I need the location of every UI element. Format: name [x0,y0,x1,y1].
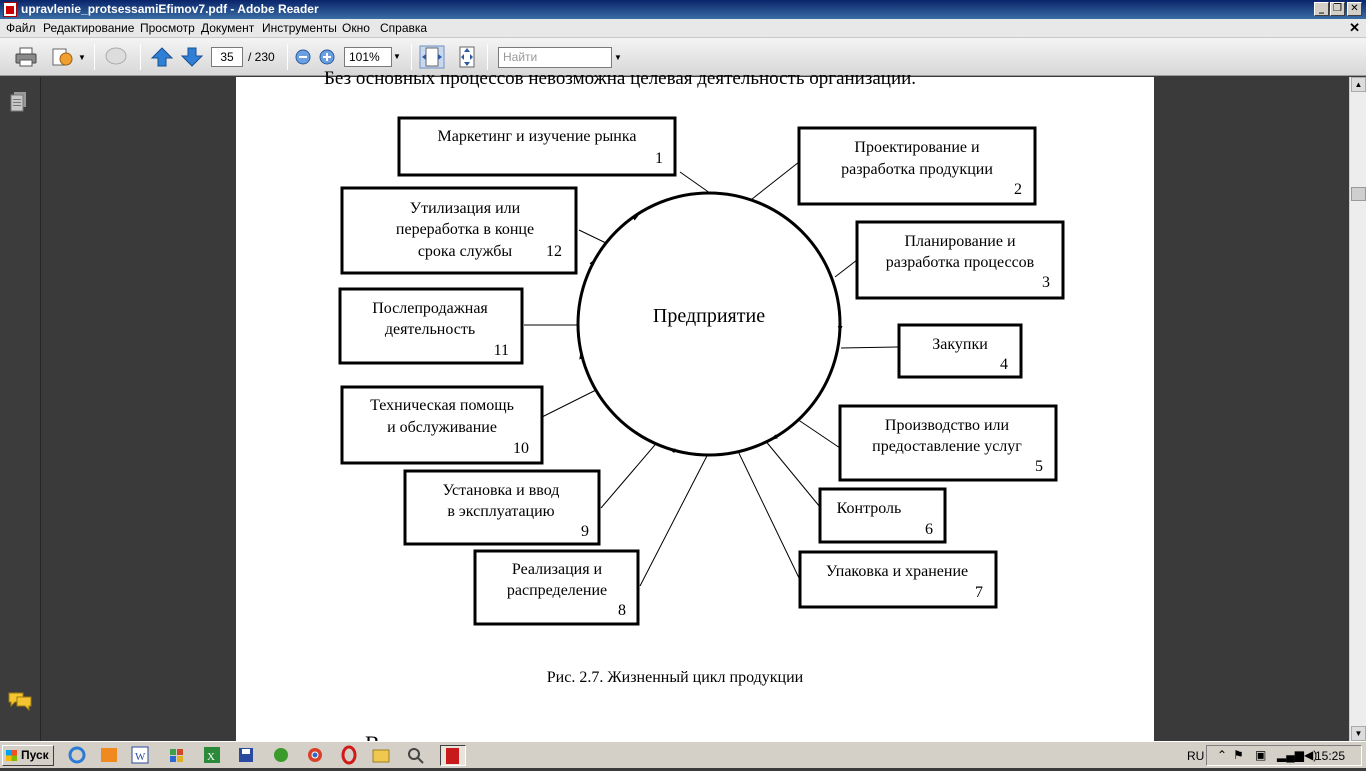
start-button[interactable]: Пуск [2,745,54,766]
utorrent-icon[interactable] [270,745,296,766]
process-box-number: 12 [546,243,562,260]
process-box-number: 11 [493,342,509,359]
word-icon[interactable] [129,745,155,766]
process-box-number: 6 [925,521,933,538]
pdf-page [236,68,1154,741]
process-box-number: 2 [1014,181,1022,198]
process-box-label: и обслуживание [387,419,497,436]
process-box-5 [840,406,1056,480]
process-box-11 [340,289,522,363]
process-box-label: распределение [506,582,608,599]
process-box-label: Упаковка и хранение [825,563,969,580]
restore-button[interactable]: ❐ [1330,2,1345,16]
print-icon[interactable] [13,45,39,69]
process-box-label: переработка в конце [395,221,535,238]
process-box-8 [475,551,638,624]
media-player-icon[interactable] [98,745,124,766]
fit-width-icon[interactable] [419,45,445,69]
process-box-label: Техническая помощь [370,397,514,414]
comments-panel-icon[interactable] [7,691,33,711]
process-box-9 [405,471,599,544]
menu-file[interactable]: Файл [6,21,36,35]
toolbar-separator [487,44,488,70]
navigation-pane [0,77,41,741]
process-box-label: Закупки [932,336,988,353]
menu-bar [0,19,1366,38]
process-box-number: 8 [618,602,626,619]
process-box-frame [399,118,675,175]
process-box-number: 3 [1042,274,1050,291]
menu-edit[interactable]: Редактирование [43,21,135,35]
process-box-label: Контроль [836,500,902,517]
process-box-3 [857,222,1063,298]
process-box-number: 7 [975,584,983,601]
ie-icon[interactable] [66,745,92,766]
pages-panel-icon[interactable] [9,91,29,113]
process-box-label: предоставление услуг [872,438,1022,455]
zoom-out-icon[interactable] [293,45,319,69]
menu-tools[interactable]: Инструменты [262,21,337,35]
explorer-folder-icon[interactable] [370,745,396,766]
process-box-10 [342,387,542,463]
process-box-label: Установка и ввод [442,482,560,499]
app-grid-icon[interactable] [166,745,192,766]
comment-bubble-icon [103,45,129,69]
process-box-4 [899,325,1021,377]
vertical-scrollbar[interactable] [1349,77,1366,741]
process-box-1 [399,118,675,175]
previous-page-icon[interactable] [149,45,175,69]
opera-icon[interactable] [338,745,364,766]
zoom-in-icon[interactable] [317,45,343,69]
svg-text:X: X [207,751,215,763]
process-box-6 [820,489,945,542]
fit-page-icon[interactable] [454,45,480,69]
process-box-label: Производство или [884,417,1010,434]
scrollbar-thumb[interactable] [1351,187,1366,201]
device-icon[interactable]: ▣ [1255,748,1267,762]
system-tray [1187,745,1362,766]
figure-caption: Рис. 2.7. Жизненный цикл продукции [546,669,804,686]
toolbar-separator [140,44,141,70]
process-box-2 [799,128,1035,204]
process-box-label: разработка продукции [841,161,993,178]
toolbar-separator [411,44,412,70]
taskbar [0,741,1366,768]
flag-icon[interactable]: ⚑ [1233,748,1244,762]
menu-help[interactable]: Справка [380,21,428,35]
toolbar-separator [287,44,288,70]
process-box-number: 5 [1035,458,1043,475]
zoom-dropdown-icon[interactable]: ▼ [393,52,401,61]
chrome-icon[interactable] [304,745,330,766]
clock[interactable]: 15:25 [1315,749,1346,763]
adobe-reader-taskbar-icon[interactable] [440,745,466,766]
center-label: Предприятие [652,305,766,327]
signal-icon[interactable]: ▂▄▆ [1277,748,1304,762]
save-disk-icon[interactable] [235,745,261,766]
adobe-pdf-icon [3,2,17,17]
language-indicator[interactable]: RU [1187,749,1205,763]
process-box-12 [342,188,576,273]
process-box-number: 4 [1000,356,1008,373]
process-box-label: в эксплуатацию [447,503,555,520]
process-box-label: Маркетинг и изучение рынка [437,128,637,145]
excel-icon[interactable] [201,745,227,766]
share-icon[interactable] [50,45,76,69]
next-page-icon[interactable] [179,45,205,69]
close-button[interactable]: ✕ [1347,2,1362,16]
process-box-label: срока службы [417,243,513,260]
title-bar [0,0,1366,19]
process-box-label: Реализация и [511,561,603,578]
scroll-down-arrow-icon[interactable]: ▼ [1351,726,1366,741]
search-dropdown-icon[interactable]: ▼ [614,53,622,62]
process-box-number: 1 [655,150,663,167]
process-box-label: Проектирование и [854,139,980,156]
lifecycle-diagram [236,68,1154,741]
search-input[interactable]: Найти [498,47,612,68]
toolbar-separator [94,44,95,70]
document-viewport [41,68,1349,741]
close-document-icon[interactable]: ✕ [1349,20,1360,35]
page-number-input[interactable]: 35 [211,47,243,67]
page-total: / 230 [248,50,275,64]
show-hidden-icons-icon[interactable]: ⌃ [1217,748,1228,762]
svg-text:W: W [135,751,146,763]
process-box-7 [800,552,996,607]
process-box-label: Послепродажная [372,300,488,317]
process-box-label: разработка процессов [885,254,1035,271]
volume-icon[interactable]: ◀) [1304,748,1318,762]
scroll-up-arrow-icon[interactable]: ▲ [1351,77,1366,92]
process-box-label: Утилизация или [409,200,521,217]
menu-view[interactable]: Просмотр [140,21,195,35]
menu-document[interactable]: Документ [201,21,255,35]
process-box-label: Планирование и [904,233,1016,250]
process-box-label: деятельность [384,321,476,338]
window-title: upravlenie_protsessamiEfimov7.pdf - Adobe Reader [21,2,319,16]
share-dropdown-icon[interactable]: ▼ [78,53,86,62]
minimize-button[interactable]: _ [1314,2,1329,16]
search-tool-icon[interactable] [405,745,431,766]
menu-window[interactable]: Окно [342,21,370,35]
top-text-line: Без основных процессов невозможна целевая деятельность организации. [324,68,917,89]
process-box-number: 10 [513,440,529,457]
process-box-number: 9 [581,523,589,540]
zoom-level-input[interactable]: 101% [344,47,392,67]
